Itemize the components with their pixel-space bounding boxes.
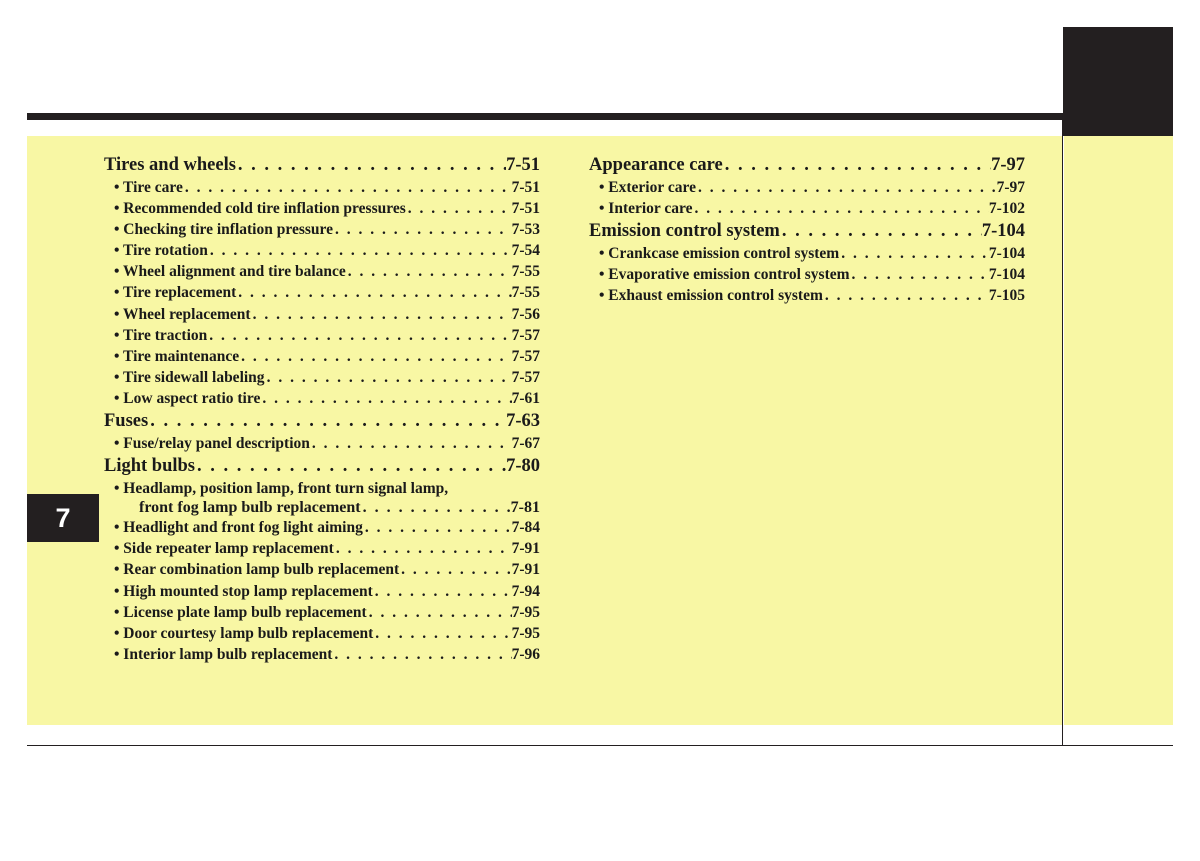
toc-entry-page: 7-104 <box>988 245 1025 263</box>
dot-leader <box>346 261 512 282</box>
toc-entry-page: 7-61 <box>511 389 540 407</box>
dot-leader <box>406 198 512 219</box>
toc-entry-title: • Tire care <box>114 179 183 196</box>
top-rule <box>27 113 1063 120</box>
toc-item[interactable] <box>104 388 540 409</box>
dot-leader <box>251 304 512 325</box>
toc-entry-page: 7-57 <box>511 368 540 386</box>
toc-entry-title: • High mounted stop lamp replacement <box>114 582 373 600</box>
toc-entry-title: • Exhaust emission control system <box>599 287 823 305</box>
toc-item[interactable] <box>104 559 540 580</box>
bottom-rule <box>27 745 1173 746</box>
toc-item[interactable] <box>104 325 540 346</box>
dot-leader <box>780 220 982 243</box>
toc-item[interactable] <box>104 602 540 623</box>
toc-entry-page: 7-97 <box>996 179 1025 196</box>
toc-entry-title: • Recommended cold tire inflation pressures <box>114 200 406 218</box>
toc-entry-title: • Headlight and front fog light aiming <box>114 519 363 537</box>
toc-entry-title: • Tire traction <box>114 326 208 344</box>
chapter-number: 7 <box>55 502 71 533</box>
toc-entry-title: front fog lamp bulb replacement <box>139 499 361 517</box>
toc-item[interactable] <box>104 219 540 240</box>
toc-entry-title: • Side repeater lamp replacement <box>114 540 334 558</box>
dot-leader <box>373 581 512 602</box>
toc-entry-page: 7-105 <box>988 287 1025 305</box>
toc-section[interactable] <box>104 410 540 433</box>
toc-entry-title: • Fuse/relay panel description <box>114 435 310 453</box>
toc-entry-title: • Wheel alignment and tire balance <box>114 263 346 281</box>
toc-entry-page: 7-55 <box>511 263 540 281</box>
toc-entry-page: 7-67 <box>511 435 540 453</box>
chapter-tab[interactable] <box>27 494 99 542</box>
toc-entry-page: 7-96 <box>511 645 540 663</box>
dot-leader <box>363 517 512 538</box>
toc-entry-page: 7-51 <box>506 155 540 175</box>
toc-item[interactable] <box>589 198 1025 219</box>
toc-entry-title: • Tire rotation <box>114 242 208 260</box>
toc-entry-title: • License plate lamp bulb replacement <box>114 603 367 621</box>
toc-item[interactable] <box>104 623 540 644</box>
toc-entry-page: 7-95 <box>511 603 540 621</box>
dot-leader <box>334 538 512 559</box>
dot-leader <box>208 240 512 261</box>
toc-item[interactable] <box>104 478 540 499</box>
toc-entry-title: Light bulbs <box>104 456 196 477</box>
dot-leader <box>207 325 511 346</box>
toc-entry-page: 7-80 <box>506 456 540 477</box>
toc-entry-page: 7-81 <box>510 499 540 517</box>
toc-item[interactable] <box>104 282 540 303</box>
toc-entry-title: • Interior lamp bulb replacement <box>114 645 333 663</box>
margin-divider <box>1062 120 1063 746</box>
side-margin-panel <box>1064 136 1173 725</box>
toc-entry-page: 7-51 <box>511 200 540 218</box>
dot-leader <box>333 219 512 240</box>
toc-right-column <box>589 153 1025 306</box>
dot-leader <box>373 623 511 644</box>
toc-entry-title: Appearance care <box>589 155 723 175</box>
toc-item[interactable] <box>104 261 540 282</box>
dot-leader <box>361 499 511 517</box>
toc-entry-title: Tires and wheels <box>104 155 236 175</box>
toc-left-column <box>104 153 540 665</box>
toc-entry-title: • Tire replacement <box>114 284 237 302</box>
toc-section[interactable] <box>589 220 1025 243</box>
toc-entry-title: • Rear combination lamp bulb replacement <box>114 561 400 579</box>
dot-leader <box>367 602 512 623</box>
toc-entry-page: 7-63 <box>506 411 540 432</box>
toc-entry-page: 7-57 <box>511 326 540 344</box>
chapter-header-block <box>1063 27 1173 136</box>
toc-entry-title: • Checking tire inflation pressure <box>114 221 333 239</box>
toc-item[interactable] <box>104 517 540 538</box>
dot-leader <box>399 559 511 580</box>
toc-item[interactable] <box>104 240 540 261</box>
dot-leader <box>148 410 506 433</box>
dot-leader <box>839 243 989 264</box>
toc-entry-title: • Low aspect ratio tire <box>114 389 261 407</box>
toc-item[interactable] <box>589 285 1025 306</box>
toc-entry-page: 7-91 <box>511 540 540 558</box>
toc-entry-page: 7-104 <box>981 221 1025 242</box>
dot-leader <box>310 433 512 454</box>
toc-item[interactable] <box>589 177 1025 198</box>
dot-leader <box>823 285 989 306</box>
toc-entry-title: • Door courtesy lamp bulb replacement <box>114 624 374 642</box>
toc-item[interactable] <box>104 538 540 559</box>
toc-item[interactable] <box>589 243 1025 264</box>
toc-item[interactable] <box>104 304 540 325</box>
toc-entry-page: 7-104 <box>988 266 1025 284</box>
dot-leader <box>183 177 512 198</box>
toc-entry-page: 7-94 <box>511 582 540 600</box>
dot-leader <box>260 388 511 409</box>
toc-entry-title: • Interior care <box>599 200 693 218</box>
toc-section[interactable] <box>589 154 1025 177</box>
dot-leader <box>239 346 511 367</box>
toc-entry-title: Emission control system <box>589 221 780 242</box>
dot-leader <box>332 644 511 665</box>
dot-leader <box>236 282 511 303</box>
dot-leader <box>195 455 506 478</box>
toc-entry-title: • Exterior care <box>599 179 696 196</box>
dot-leader <box>236 154 506 177</box>
toc-item[interactable] <box>104 499 540 517</box>
toc-entry-title: Fuses <box>104 411 149 432</box>
dot-leader <box>850 264 989 285</box>
toc-item[interactable] <box>104 346 540 367</box>
toc-entry-page: 7-91 <box>511 561 540 579</box>
toc-entry-page: 7-54 <box>511 242 540 260</box>
toc-entry-title: • Tire maintenance <box>114 347 240 365</box>
toc-item[interactable] <box>104 433 540 454</box>
toc-item[interactable] <box>104 177 540 198</box>
toc-entry-page: 7-84 <box>511 519 540 537</box>
dot-leader <box>696 177 997 198</box>
toc-entry-page: 7-57 <box>511 347 540 365</box>
toc-entry-page: 7-97 <box>991 155 1025 175</box>
toc-section[interactable] <box>104 455 540 478</box>
toc-entry-page: 7-51 <box>511 179 540 196</box>
toc-entry-page: 7-102 <box>988 200 1025 218</box>
toc-entry-page: 7-95 <box>511 624 540 642</box>
toc-entry-title: • Tire sidewall labeling <box>114 368 265 386</box>
toc-item[interactable] <box>104 367 540 388</box>
toc-entry-title: • Headlamp, position lamp, front turn signal lamp, <box>114 480 449 498</box>
toc-entry-title: • Crankcase emission control system <box>599 245 840 263</box>
toc-entry-page: 7-55 <box>511 284 540 302</box>
toc-item[interactable] <box>589 264 1025 285</box>
toc-section[interactable] <box>104 154 540 177</box>
dot-leader <box>265 367 512 388</box>
toc-item[interactable] <box>104 581 540 602</box>
toc-entry-page: 7-53 <box>511 221 540 239</box>
toc-entry-title: • Wheel replacement <box>114 305 251 323</box>
dot-leader <box>723 154 991 177</box>
toc-item[interactable] <box>104 198 540 219</box>
dot-leader <box>693 198 989 219</box>
toc-entry-title: • Evaporative emission control system <box>599 266 850 284</box>
toc-entry-page: 7-56 <box>511 305 540 323</box>
toc-item[interactable] <box>104 644 540 665</box>
